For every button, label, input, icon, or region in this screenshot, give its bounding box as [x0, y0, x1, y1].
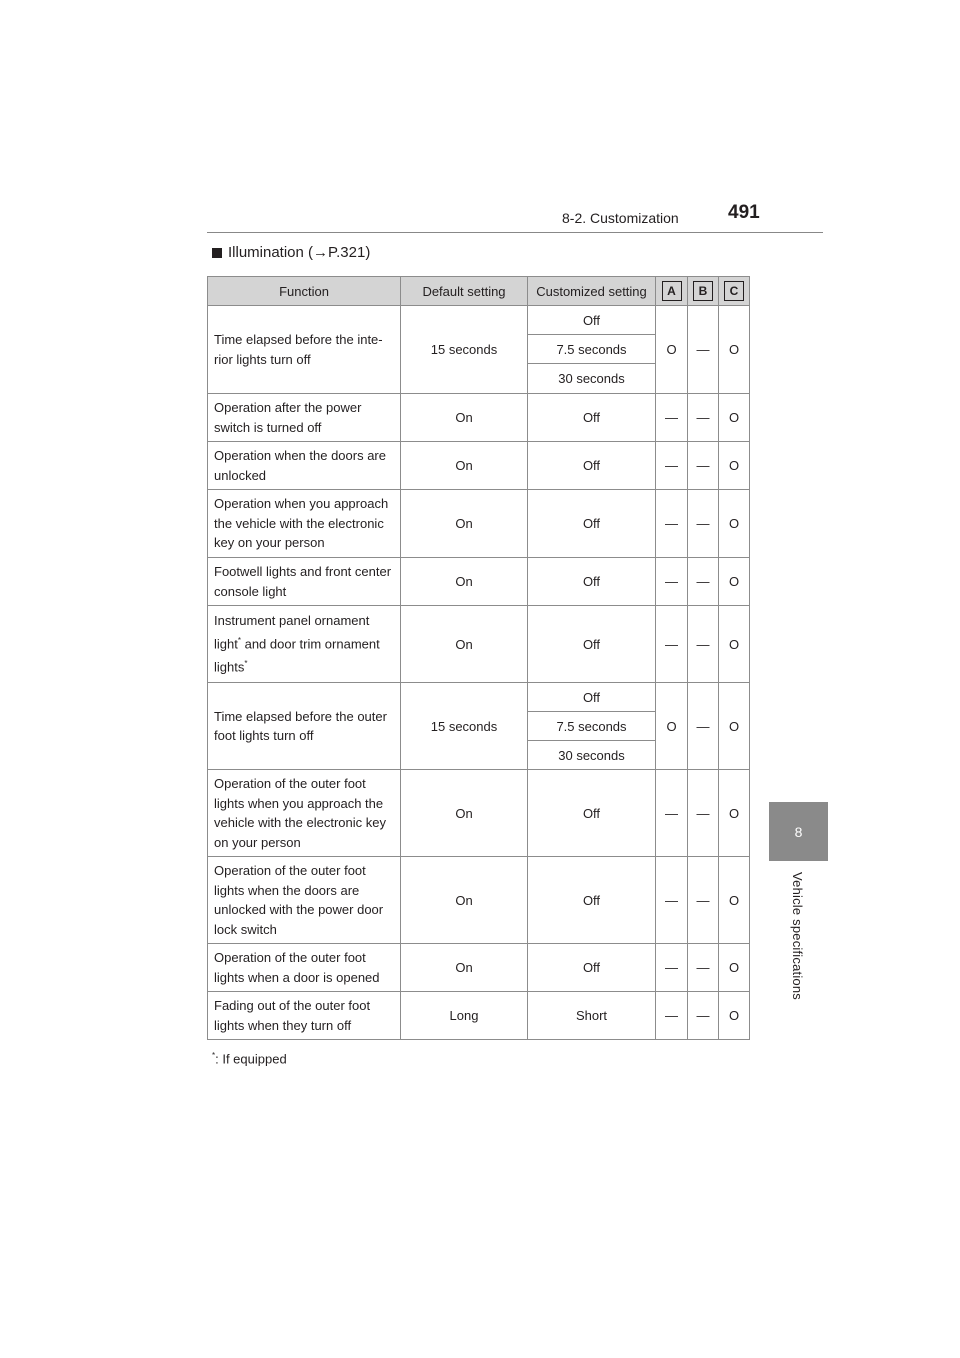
option-cell: 7.5 seconds [528, 335, 656, 364]
square-bullet-icon [212, 248, 222, 258]
option-cell: Off [528, 442, 656, 490]
function-cell: Operation after the power switch is turned off [208, 394, 401, 442]
col-b-cell: — [688, 306, 719, 394]
default-cell: On [401, 394, 528, 442]
table-row [208, 683, 750, 712]
header-section-title: 8-2. Customization [562, 210, 679, 226]
function-cell: Time elapsed before the inte-rior lights turn off [208, 306, 401, 394]
table-row [208, 394, 750, 442]
col-b-cell: — [688, 606, 719, 683]
header-col-c [719, 277, 750, 306]
function-text: Instrument panel ornament light [214, 613, 370, 652]
chapter-number: 8 [794, 823, 803, 840]
option-cell: 30 seconds [528, 364, 656, 394]
default-cell: Long [401, 992, 528, 1040]
col-c-cell: O [719, 944, 750, 992]
col-a-cell: — [656, 770, 688, 857]
col-a-cell: — [656, 606, 688, 683]
col-b-cell: — [688, 992, 719, 1040]
header-function: Function [208, 277, 401, 306]
page-number: 491 [728, 202, 760, 223]
col-b-cell: — [688, 770, 719, 857]
col-a-cell: O [656, 306, 688, 394]
default-cell: On [401, 442, 528, 490]
option-cell: Off [528, 606, 656, 683]
option-cell: Off [528, 857, 656, 944]
col-c-cell: O [719, 683, 750, 770]
option-cell: Off [528, 306, 656, 335]
function-cell: Fading out of the outer foot lights when they turn off [208, 992, 401, 1040]
col-c-cell: O [719, 306, 750, 394]
option-cell: Off [528, 683, 656, 712]
option-cell: 7.5 seconds [528, 712, 656, 741]
table-row [208, 992, 750, 1040]
function-cell: Operation of the outer foot lights when you approach the vehicle with the electronic key on your person [208, 770, 401, 857]
col-c-cell: O [719, 770, 750, 857]
chapter-label: Vehicle specifications [790, 872, 805, 1000]
col-b-cell: — [688, 490, 719, 558]
col-b-cell: — [688, 944, 719, 992]
box-label-b: B [693, 281, 713, 301]
option-cell: Off [528, 394, 656, 442]
table-row [208, 857, 750, 944]
option-cell: Off [528, 944, 656, 992]
option-cell: Off [528, 770, 656, 857]
table-row [208, 558, 750, 606]
chapter-tab [769, 802, 828, 861]
table-row [208, 442, 750, 490]
footnote-marker: * [244, 658, 248, 668]
function-cell: Operation when you approach the vehicle with the electronic key on your person [208, 490, 401, 558]
function-cell: Operation of the outer foot lights when the doors are unlocked with the power door lock switch [208, 857, 401, 944]
col-c-cell: O [719, 558, 750, 606]
function-cell [208, 606, 401, 683]
section-heading [212, 244, 370, 261]
header-default-setting: Default setting [401, 277, 528, 306]
function-text: and door trim ornament lights [214, 636, 380, 675]
header-customized-setting: Customized setting [528, 277, 656, 306]
col-c-cell: O [719, 606, 750, 683]
header-col-a [656, 277, 688, 306]
footnote-star: * [212, 1051, 216, 1060]
col-b-cell: — [688, 394, 719, 442]
table-row [208, 944, 750, 992]
section-title: Illumination ( [228, 244, 314, 261]
option-cell: Off [528, 490, 656, 558]
header-divider [207, 232, 823, 233]
box-label-a: A [662, 281, 682, 301]
col-a-cell: — [656, 992, 688, 1040]
col-c-cell: O [719, 992, 750, 1040]
default-cell: 15 seconds [401, 306, 528, 394]
footnote-marker: * [237, 635, 241, 645]
col-b-cell: — [688, 558, 719, 606]
col-c-cell: O [719, 442, 750, 490]
col-b-cell: — [688, 857, 719, 944]
function-cell: Operation of the outer foot lights when a door is opened [208, 944, 401, 992]
col-b-cell: — [688, 442, 719, 490]
col-a-cell: — [656, 394, 688, 442]
header-col-b [688, 277, 719, 306]
table-row [208, 606, 750, 683]
customization-table [207, 276, 750, 1040]
default-cell: On [401, 770, 528, 857]
col-a-cell: — [656, 490, 688, 558]
default-cell: On [401, 606, 528, 683]
col-c-cell: O [719, 857, 750, 944]
function-cell: Operation when the doors are unlocked [208, 442, 401, 490]
option-cell: 30 seconds [528, 741, 656, 770]
function-cell: Footwell lights and front center console light [208, 558, 401, 606]
table-row [208, 770, 750, 857]
default-cell: On [401, 558, 528, 606]
col-a-cell: — [656, 857, 688, 944]
col-a-cell: O [656, 683, 688, 770]
col-a-cell: — [656, 944, 688, 992]
box-label-c: C [724, 281, 744, 301]
col-a-cell: — [656, 558, 688, 606]
col-a-cell: — [656, 442, 688, 490]
arrow-icon: → [313, 244, 329, 261]
col-b-cell: — [688, 683, 719, 770]
footnote-text: : If equipped [215, 1051, 287, 1067]
table-row [208, 306, 750, 335]
section-page-link[interactable]: P.321) [328, 244, 371, 261]
col-c-cell: O [719, 394, 750, 442]
col-c-cell: O [719, 490, 750, 558]
table-row [208, 490, 750, 558]
default-cell: On [401, 490, 528, 558]
function-cell: Time elapsed before the outer foot lights turn off [208, 683, 401, 770]
default-cell: On [401, 857, 528, 944]
option-cell: Off [528, 558, 656, 606]
default-cell: 15 seconds [401, 683, 528, 770]
footnote [212, 1051, 287, 1066]
table-header-row [208, 277, 750, 306]
default-cell: On [401, 944, 528, 992]
option-cell: Short [528, 992, 656, 1040]
